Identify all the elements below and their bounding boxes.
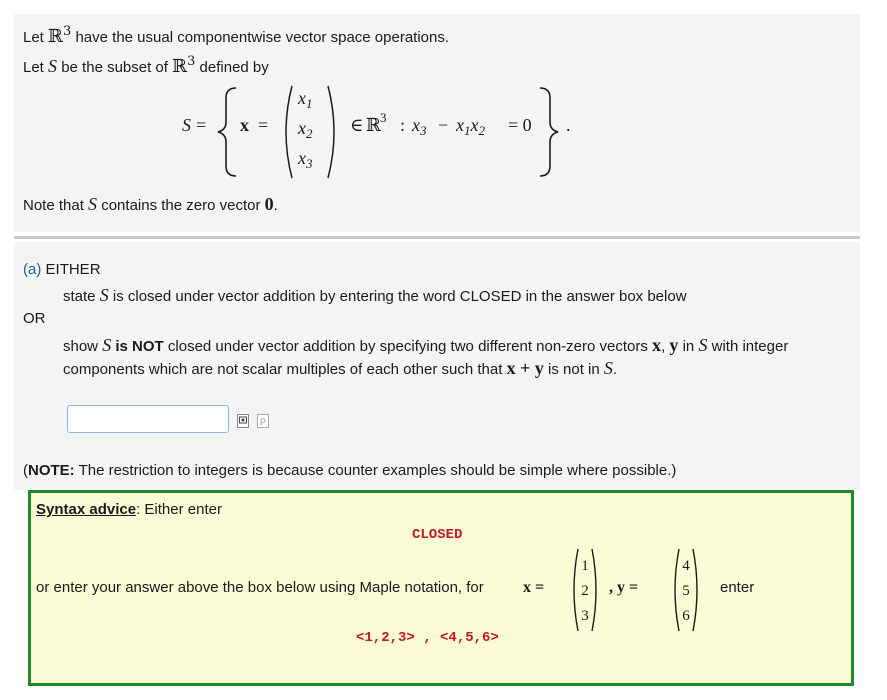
svg-text:3: 3 (380, 110, 387, 125)
zero-vector-note: Note that S contains the zero vector 0. (23, 194, 278, 214)
component-x1: $x_1$ (298, 88, 313, 111)
x-example-vector (569, 545, 601, 635)
svg-text:−: − (438, 115, 449, 135)
answer-input[interactable] (67, 405, 229, 433)
preview-icon[interactable] (237, 414, 249, 428)
syntax-advice-heading: Syntax advice: Either enter (36, 501, 222, 518)
part-a-heading: (a) EITHER (23, 261, 101, 278)
option-closed-text: state S is closed under vector addition by entering the word CLOSED in the answer box below (63, 285, 687, 305)
svg-text:S: S (182, 115, 191, 135)
enter-text: enter (720, 579, 755, 596)
component-x2: $x_2$ (298, 118, 313, 141)
syntax-advice-link[interactable]: Syntax advice (36, 501, 137, 518)
svg-text:∈: ∈ (350, 115, 364, 135)
x-example-entry: 2 (581, 583, 589, 599)
x-equals-label: x = (523, 579, 545, 596)
y-example-entry: 5 (682, 583, 690, 599)
closed-code-example: CLOSED (412, 527, 463, 543)
help-document-icon[interactable] (257, 414, 269, 428)
maple-notation-text: or enter your answer above the box below using Maple notation, for (36, 579, 484, 596)
x-vector-symbol: x (240, 115, 249, 135)
x-example-entry: 1 (581, 558, 589, 574)
option-not-closed-text-2: components which are not scalar multiples of each other such that x + y is not in S. (63, 358, 618, 378)
integer-note: (NOTE: The restriction to integers is because counter examples should be simple where possible.) (23, 462, 677, 479)
set-definition (0, 80, 887, 190)
svg-text:=: = (196, 115, 207, 135)
intro-line-1: Let ℝ$^3$ have the usual componentwise vector space operations. (23, 24, 450, 47)
y-equals-label: , y = (609, 579, 639, 596)
svg-text:ℝ: ℝ (366, 115, 381, 136)
y-example-entry: 4 (682, 558, 690, 574)
section-divider (14, 236, 860, 239)
svg-text:= 0: = 0 (508, 115, 532, 135)
real-space-symbol: ℝ$^3$ (48, 24, 72, 47)
intro-line-2: Let S be the subset of ℝ$^3$ defined by (23, 54, 269, 77)
y-example-entry: 6 (682, 608, 690, 624)
svg-text::: : (400, 115, 406, 135)
svg-text:x3: $x_3$ (412, 115, 427, 138)
option-not-closed-text: show S is NOT closed under vector addition by specifying two different non-zero vectors x, y in S with integer (63, 335, 789, 355)
svg-text:P: P (260, 417, 267, 427)
maple-code-example: <1,2,3> , <4,5,6> (356, 630, 499, 646)
component-x3: $x_3$ (298, 148, 313, 171)
svg-text:x1x2: $x_1x_2$ (456, 115, 485, 138)
y-example-vector (670, 545, 702, 635)
or-label: OR (23, 310, 46, 327)
svg-text:.: . (566, 115, 571, 135)
x-example-entry: 3 (581, 608, 589, 624)
svg-text:=: = (258, 115, 269, 135)
